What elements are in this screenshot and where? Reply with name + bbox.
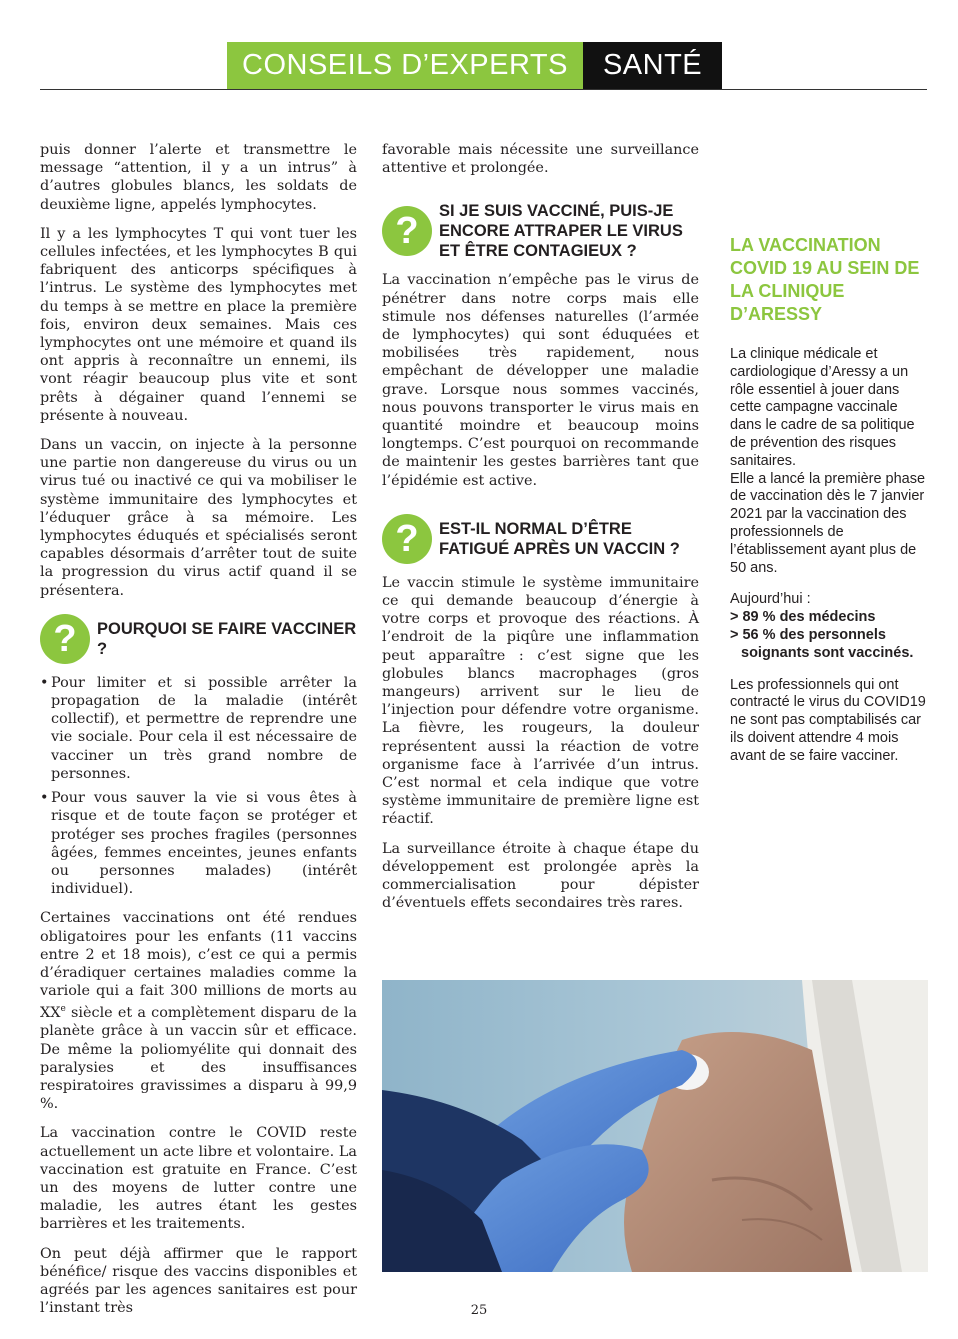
question-icon: ? [382,206,432,256]
question-title: POURQUOI SE FAIRE VACCINER ? [97,619,357,658]
list-item: • Pour vous sauver la vie si vous êtes à risque et de toute façon se protéger et protéger ses proches fragiles (personnes âgées, femmes enceintes, jeunes enfants ou personnes malades) (intérêt individuel). [40,789,357,898]
paragraph: La vaccination contre le COVID reste actuellement un acte libre et volontaire. La vaccination est gratuite en France. C’est un des moyens de lutter contre une maladie, les autres étant les gestes barrières et les traitements. [40,1125,357,1233]
paragraph: La clinique médicale et cardiologique d’Aressy a un rôle essentiel à jouer dans cette campagne vaccinale dans le cadre de sa politique de prévention des risques sanitaires. [730,346,915,469]
paragraph: favorable mais nécessite une surveillance attentive et prolongée. [382,142,699,177]
header-rule [40,89,927,90]
stats-block [730,591,930,662]
paragraph: La surveillance étroite à chaque étape du développement est prolongée après la commercialisation pour dépister d’éventuels effets secondaires très rares. [382,840,699,912]
question-heading [382,514,699,564]
question-title: EST-IL NORMAL D’ÊTRE FATIGUÉ APRÈS UN VACCIN ? [439,519,680,558]
list-item: • Pour limiter et si possible arrêter la propagation de la maladie (intérêt collectif), et permettre de reprendre une vie sociale. Pour cela il est nécessaire de vacciner un très grand nombre de personnes. [40,674,357,783]
vaccination-photo [382,980,928,1272]
paragraph: Il y a les lymphocytes T qui vont tuer les cellules infectées, et les lymphocytes B qui fabriquent des anticorps spécifiques à l’intrus. Le système des lymphocytes met du temps à se mettre en place la première fois, environ deux semaines. Mais ces lymphocytes ont une mémoire et quand ils ont appris à reconnaître un ennemi, ils vont réagir beaucoup plus vite et sont prêts à dégainer quand l’ennemi se présente à nouveau. [40,225,357,424]
question-heading [40,614,357,664]
paragraph: Dans un vaccin, on injecte à la personne une partie non dangereuse du virus ou un virus tué ou inactivé ce qui va mobiliser le système immunitaire des lymphocytes et l’éduquer grâce à sa mémoire. Les lymphocytes éduqués et spécialisés seront capables désormais d’arrêter tout de suite la progression du virus actif quand il se présentera. [40,437,357,599]
paragraph: La vaccination n’empêche pas le virus de pénétrer dans notre corps mais elle stimule nos défenses naturelles (l’armée de lymphocytes) qui sont éduquées et mobilisées très rapidement, nous empêchant de développer une maladie grave. Lorsque nous sommes vaccinés, nous pouvons transporter le virus mais en quantité moindre et beaucoup moins longtemps. C’est pourquoi on recommande de maintenir les gestes barrières tant que l’épidémie est active. [382,272,699,489]
column-middle [382,141,699,924]
sidebar [730,234,930,780]
question-icon: ? [382,514,432,564]
column-left [40,141,357,1328]
page-number: 25 [470,1303,488,1318]
paragraph: Les professionnels qui ont contracté le virus du COVID19 ne sont pas comptabilisés car ils doivent attendre 4 mois avant de se faire vacciner. [730,676,926,764]
stats-label: Aujourd’hui : [730,591,811,608]
paragraph: Elle a lancé la première phase de vaccination dès le 7 janvier 2021 par la vaccination des professionnels de l’établissement ayant plus de 50 ans. [730,470,926,576]
question-heading [382,201,699,261]
paragraph: On peut déjà affirmer que le rapport bénéfice/ risque des vaccins disponibles et agréés par les agences sanitaires est pour l’instant très [40,1245,357,1317]
sidebar-title: LA VACCINATION COVID 19 AU SEIN DE LA CLINIQUE D’ARESSY [730,235,920,324]
paragraph: Le vaccin stimule le système immunitaire ce qui demande beaucoup d’énergie à votre corps et provoque des réactions. À l’endroit de la piqûre une inflammation peut apparaître : c’est signe que les globules blancs macrophages (gros mangeurs) arrivent sur le lieu de l’injection pour défendre votre organisme. La fièvre, les rougeurs, la douleur représentent aussi la réaction de votre organisme face à l’arrivée d’un intrus. C’est normal et cela indique que votre système immunitaire de première ligne est réactif. [382,574,699,828]
paragraph: Certaines vaccinations ont été rendues obligatoires pour les enfants (11 vaccins entre 2 et 18 mois), c’est ce qui a permis d’éradiquer certaines maladies comme la variole qui a fait 300 millions de morts au XXe siècle et a complètement disparu de la planète grâce à un vaccin sûr et efficace. De même la poliomyélite qui donnait des paralysies et des insuffisances respiratoires gravissimes a disparu à 99,9 %. [40,910,357,1113]
question-title: SI JE SUIS VACCINÉ, PUIS-JE ENCORE ATTRAPER LE VIRUS ET ÊTRE CONTAGIEUX ? [439,202,683,261]
page-header [227,42,722,89]
category-label: SANTÉ [583,42,722,89]
stat-staff: > 56 % des personnels soignants sont vaccinés. [730,626,914,661]
bullet-list [40,674,357,898]
section-label: CONSEILS D’EXPERTS [227,42,583,89]
stat-doctors: > 89 % des médecins [730,609,876,626]
question-icon: ? [40,614,90,664]
paragraph: puis donner l’alerte et transmettre le message “attention, il y a un intrus” à d’autres globules blancs, les soldats de deuxième ligne, appelés lymphocytes. [40,142,357,213]
